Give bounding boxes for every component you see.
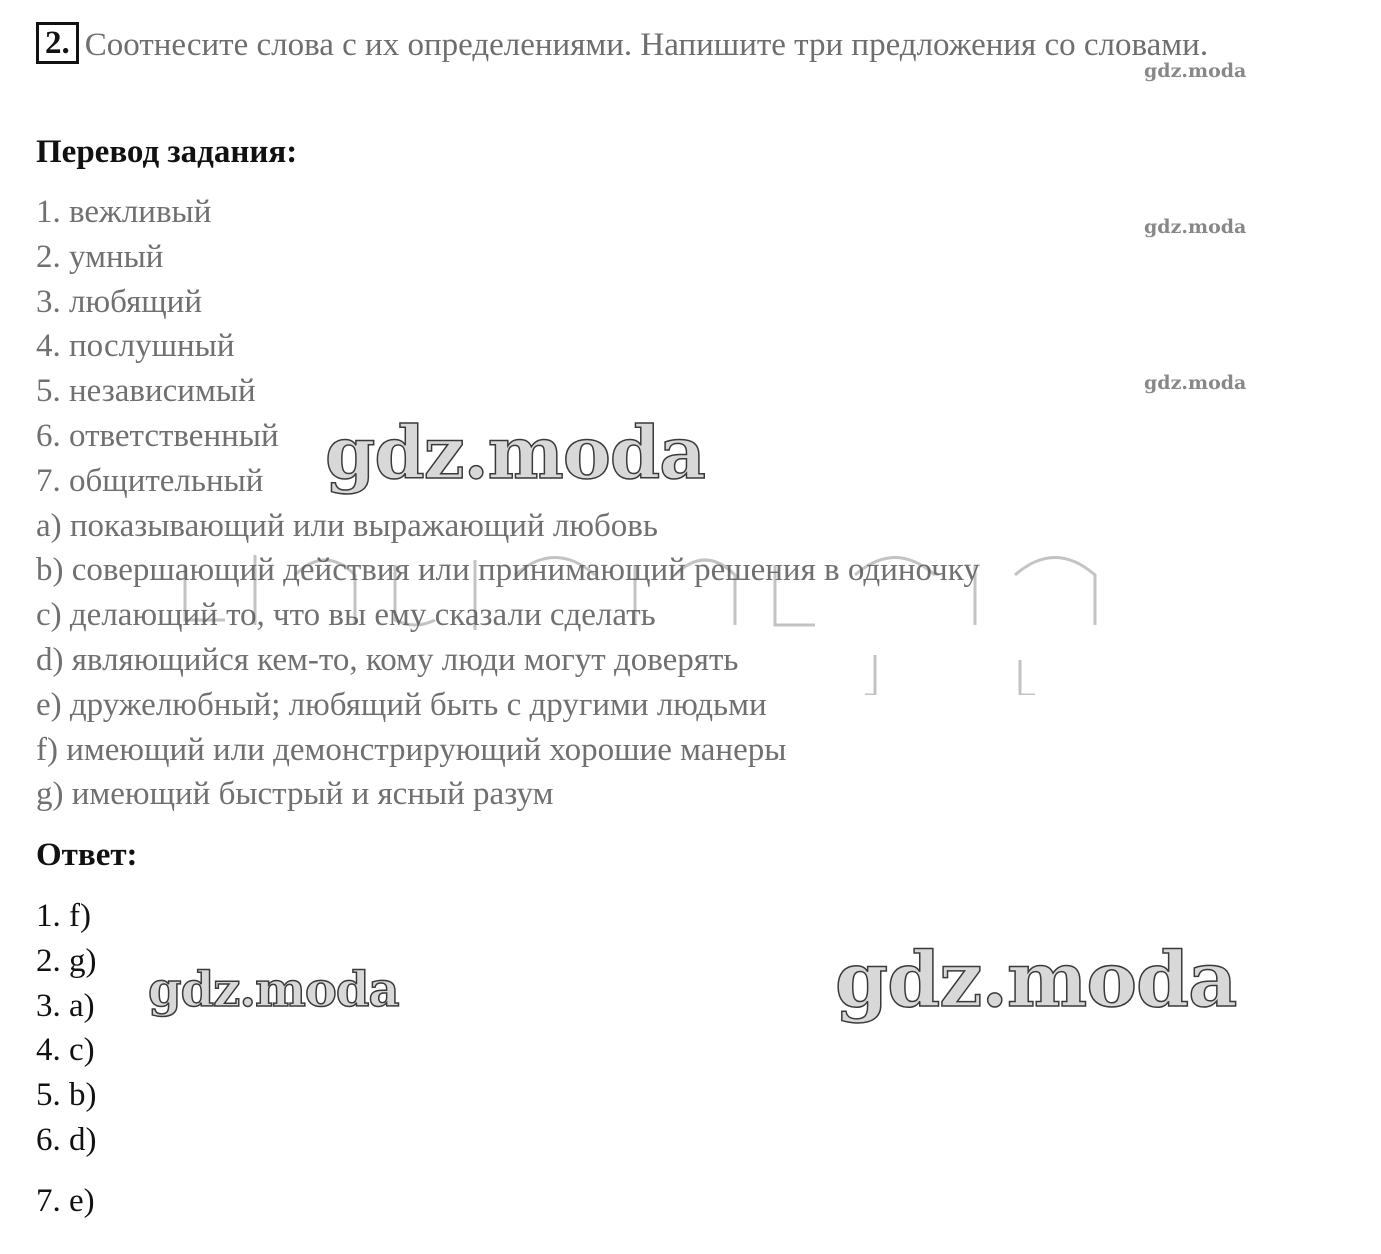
list-item: e) дружелюбный; любящий быть с другими людьми [36,686,767,723]
list-item: 3. a) [36,987,95,1024]
list-item: g) имеющий быстрый и ясный разум [36,776,554,813]
list-item: 5. b) [36,1077,97,1114]
list-item: c) делающий то, что вы ему сказали сделать [36,597,656,634]
list-item: 1. вежливый [36,194,212,230]
watermark-large: gdz.moda [148,962,399,1018]
watermark-small: gdz.moda [1144,372,1247,394]
answer-heading: Ответ: [36,837,138,873]
list-item: a) показывающий или выражающий любовь [36,507,658,544]
list-item: 6. d) [36,1121,97,1158]
translation-list [36,190,980,817]
list-item: 5. независимый [36,373,256,410]
task-number: 2. [36,22,79,64]
task-statement [36,22,1336,68]
list-item: d) являющийся кем-то, кому люди могут доверять [36,641,739,678]
list-item: 2. умный [36,238,164,275]
list-item: f) имеющий или демонстрирующий хорошие манеры [36,731,787,768]
watermark-large: gdz.moda [325,410,705,495]
translation-heading: Перевод задания: [36,134,298,170]
list-item: b) совершающий действия или принимающий решения в одиночку [36,552,980,589]
list-item: 7. общительный [36,462,264,499]
list-item: 1. f) [36,898,91,934]
watermark-small: gdz.moda [1144,216,1247,238]
list-item: 4. c) [36,1032,95,1069]
watermark-large: gdz.moda [835,935,1237,1024]
list-item: 3. любящий [36,283,202,320]
task-text: Соотнесите слова с их определениями. Напишите три предложения со словами. [84,27,1209,63]
list-item: 2. g) [36,942,97,979]
list-item: 7. e) [36,1182,95,1219]
list-item: 4. послушный [36,328,235,365]
list-item: 6. ответственный [36,417,279,454]
answer-list [36,894,97,1224]
watermark-small: gdz.moda [1144,60,1247,82]
